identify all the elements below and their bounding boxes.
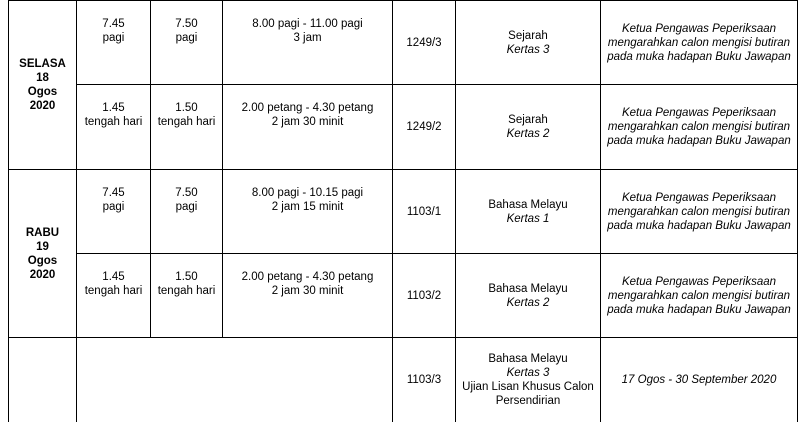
- start-period: pagi: [102, 200, 125, 213]
- day-cell-rabu: [9, 170, 77, 338]
- note-line: Ketua Pengawas Peperiksaan: [621, 107, 777, 119]
- end-time: 1.50: [175, 270, 198, 283]
- paper-name: Kertas 3: [506, 43, 550, 56]
- paper-name: Kertas 2: [506, 128, 550, 140]
- code-cell: 1249/2: [393, 85, 456, 170]
- paper-name: Kertas 1: [506, 212, 550, 225]
- subject-cell: [456, 338, 601, 423]
- end-time: 7.50: [175, 17, 198, 30]
- start-time-cell: [77, 1, 151, 85]
- empty-day-cell: [9, 338, 77, 423]
- subject-extra: Ujian Lisan Khusus Calon: [462, 381, 594, 393]
- paper-name: Kertas 3: [506, 367, 550, 379]
- day-name: SELASA: [19, 58, 66, 70]
- end-period: pagi: [175, 31, 198, 44]
- duration: 2 jam 15 minit: [271, 200, 344, 213]
- duration: 3 jam: [293, 31, 322, 44]
- note-line: Ketua Pengawas Peperiksaan: [621, 22, 777, 35]
- duration-time: 8.00 pagi - 11.00 pagi: [252, 17, 363, 30]
- note-line: Ketua Pengawas Peperiksaan: [621, 275, 777, 288]
- code-cell: 1103/2: [393, 254, 456, 338]
- note-cell: 17 Ogos - 30 September 2020: [601, 338, 798, 423]
- start-time: 7.45: [102, 17, 125, 30]
- subject-cell: [456, 85, 601, 170]
- table-row: [9, 170, 798, 254]
- duration-cell: [223, 254, 393, 338]
- duration: 2 jam 30 minit: [271, 284, 344, 297]
- end-time-cell: [151, 170, 223, 254]
- subject-cell: [456, 1, 601, 85]
- code-cell: 1103/3: [393, 338, 456, 423]
- start-time-cell: [77, 254, 151, 338]
- subject-extra: Persendirian: [495, 395, 561, 407]
- start-period: tengah hari: [84, 116, 143, 128]
- start-time: 7.45: [102, 186, 125, 199]
- empty-time-cell: [77, 338, 393, 423]
- exam-schedule-table: [8, 0, 798, 422]
- table-row: [9, 254, 798, 338]
- duration-time: 8.00 pagi - 10.15 pagi: [251, 186, 364, 199]
- duration: 2 jam 30 minit: [271, 116, 344, 128]
- subject-name: Sejarah: [508, 29, 548, 42]
- note-line: Ketua Pengawas Peperiksaan: [621, 191, 777, 204]
- day-year: 2020: [29, 100, 56, 112]
- start-time: 1.45: [102, 102, 125, 114]
- end-time-cell: [151, 85, 223, 170]
- day-date: 19: [36, 240, 49, 253]
- end-time-cell: [151, 254, 223, 338]
- duration-time: 2.00 petang - 4.30 petang: [241, 270, 374, 283]
- end-time-cell: [151, 1, 223, 85]
- end-time: 1.50: [175, 102, 198, 114]
- paper-name: Kertas 2: [506, 296, 550, 309]
- code-cell: 1249/3: [393, 1, 456, 85]
- note-line: mengarahkan calon mengisi butiran: [607, 36, 791, 49]
- end-period: tengah hari: [157, 116, 216, 128]
- table-row: [9, 1, 798, 85]
- note-cell: [601, 1, 798, 85]
- subject-cell: [456, 254, 601, 338]
- note-line: mengarahkan calon mengisi butiran: [607, 289, 791, 302]
- table-row: [9, 338, 798, 423]
- subject-name: Bahasa Melayu: [488, 282, 568, 295]
- subject-name: Bahasa Melayu: [488, 353, 568, 365]
- note-cell: [601, 85, 798, 170]
- end-time: 7.50: [175, 186, 198, 199]
- end-period: pagi: [175, 200, 198, 213]
- day-cell-selasa: [9, 1, 77, 170]
- note-line: mengarahkan calon mengisi butiran: [607, 121, 791, 133]
- subject-cell: [456, 170, 601, 254]
- duration-cell: [223, 1, 393, 85]
- duration-cell: [223, 85, 393, 170]
- subject-name: Bahasa Melayu: [488, 198, 568, 211]
- start-period: tengah hari: [84, 284, 143, 297]
- note-line: pada muka hadapan Buku Jawapan: [607, 219, 791, 232]
- day-year: 2020: [29, 268, 56, 281]
- start-time-cell: [77, 85, 151, 170]
- subject-name: Sejarah: [508, 114, 548, 126]
- start-time-cell: [77, 170, 151, 254]
- duration-time: 2.00 petang - 4.30 petang: [241, 102, 374, 114]
- note-line: pada muka hadapan Buku Jawapan: [607, 303, 791, 316]
- day-date: 18: [36, 72, 49, 84]
- end-period: tengah hari: [157, 284, 216, 297]
- start-time: 1.45: [102, 270, 125, 283]
- note-line: pada muka hadapan Buku Jawapan: [607, 50, 791, 63]
- note-line: mengarahkan calon mengisi butiran: [607, 205, 791, 218]
- duration-cell: [223, 170, 393, 254]
- code-cell: 1103/1: [393, 170, 456, 254]
- note-line: pada muka hadapan Buku Jawapan: [607, 135, 791, 147]
- day-name: RABU: [25, 226, 60, 239]
- start-period: pagi: [102, 31, 125, 44]
- table-row: [9, 85, 798, 170]
- note-cell: [601, 254, 798, 338]
- note-cell: [601, 170, 798, 254]
- day-month: Ogos: [27, 254, 58, 267]
- day-month: Ogos: [27, 86, 58, 98]
